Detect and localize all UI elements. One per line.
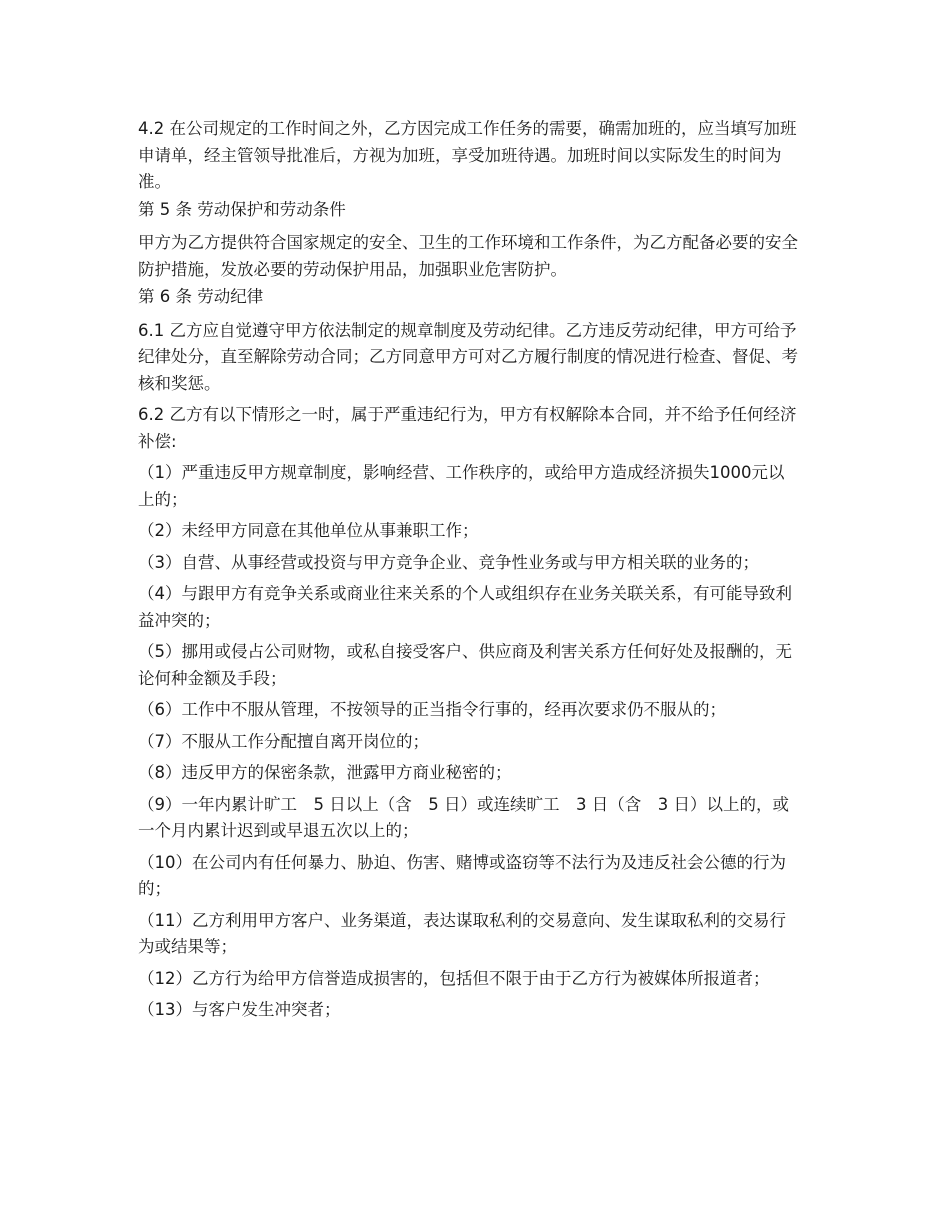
list-item-12: （12）乙方行为给甲方信誉造成损害的，包括但不限于由于乙方行为被媒体所报道者； [138, 968, 770, 988]
clause-4-2: 4.2 在公司规定的工作时间之外，乙方因完成工作任务的需要，确需加班的，应当填写加班申请单，经主管领导批准后，方视为加班，享受加班待遇。加班时间以实际发生的时间为准。 [138, 119, 797, 191]
clause-6-1: 6.1 乙方应自觉遵守甲方依法制定的规章制度及劳动纪律。乙方违反劳动纪律，甲方可给予纪律处分，直至解除劳动合同；乙方同意甲方可对乙方履行制度的情况进行检查、督促、考核和奖惩。 [138, 320, 798, 393]
article-5-body: 甲方为乙方提供符合国家规定的安全、卫生的工作环境和工作条件，为乙方配备必要的安全防护措施，发放必要的劳动保护用品，加强职业危害防护。 [138, 233, 798, 279]
list-item-7: （7）不服从工作分配擅自离开岗位的； [138, 731, 429, 751]
list-item-9: （9）一年内累计旷工 5 日以上（含 5 日）或连续旷工 3 日（含 3 日）以上的，或一个月内累计迟到或早退五次以上的； [138, 794, 789, 840]
article-5-heading: 第 5 条 劳动保护和劳动条件 [138, 199, 346, 219]
list-item-13: （13）与客户发生冲突者； [138, 1000, 341, 1019]
list-item-6: （6）工作中不服从管理，不按领导的正当指令行事的，经再次要求仍不服从的； [138, 700, 726, 719]
list-item-8: （8）违反甲方的保密条款，泄露甲方商业秘密的； [138, 763, 512, 782]
article-6-heading: 第 6 条 劳动纪律 [138, 287, 264, 306]
clause-6-2: 6.2 乙方有以下情形之一时，属于严重违纪行为，甲方有权解除本合同，并不给予任何经济补偿: [138, 405, 797, 451]
list-item-2: （2）未经甲方同意在其他单位从事兼职工作； [138, 521, 479, 540]
list-item-10: （10）在公司内有任何暴力、胁迫、伤害、赌博或盗窃等不法行为及违反社会公德的行为的； [138, 852, 786, 898]
list-item-11: （11）乙方利用甲方客户、业务渠道，表达谋取私利的交易意向、发生谋取私利的交易行为或结果等； [138, 910, 786, 956]
list-item-4: （4）与跟甲方有竞争关系或商业往来关系的个人或组织存在业务关联关系，有可能导致利益冲突的； [138, 584, 792, 630]
document-body [138, 116, 798, 1024]
list-item-3: （3）自营、从事经营或投资与甲方竞争企业、竞争性业务或与甲方相关联的业务的； [138, 552, 759, 572]
list-item-1: （1）严重违反甲方规章制度，影响经营、工作秩序的，或给甲方造成经济损失1000元以上的； [138, 463, 785, 509]
list-item-5: （5）挪用或侵占公司财物，或私自接受客户、供应商及利害关系方任何好处及报酬的，无论何种金额及手段； [138, 642, 792, 688]
